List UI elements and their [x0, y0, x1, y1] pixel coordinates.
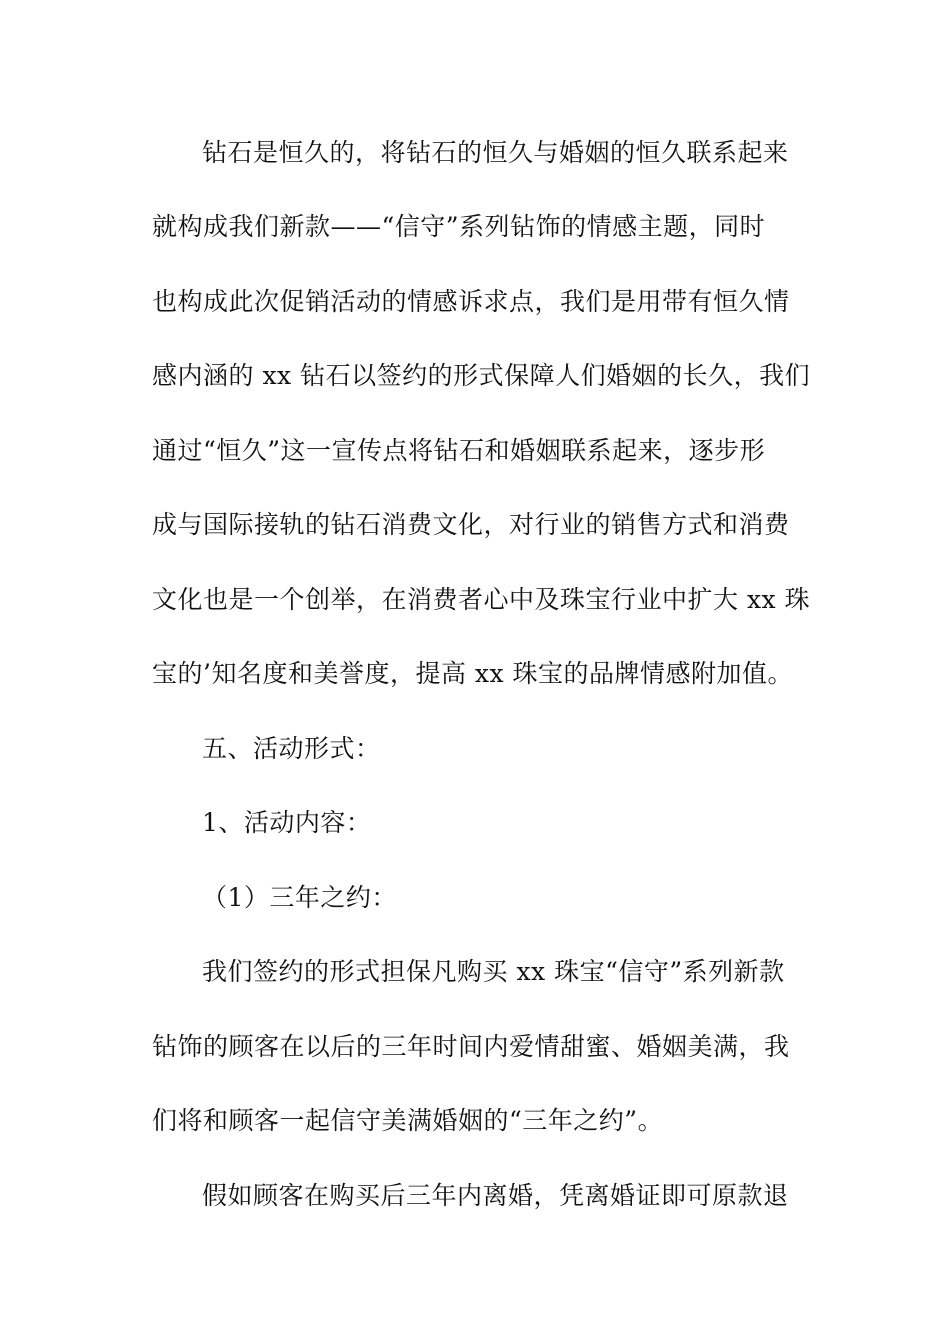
paragraph-line: 文化也是一个创举，在消费者心中及珠宝行业中扩大 xx 珠: [152, 585, 811, 614]
paragraph-line: 感内涵的 xx 钻石以签约的形式保障人们婚姻的长久，我们: [152, 361, 811, 390]
paragraph-line: 也构成此次促销活动的情感诉求点，我们是用带有恒久情: [152, 287, 790, 316]
paragraph-line: 通过“恒久”这一宣传点将钻石和婚姻联系起来，逐步形: [152, 436, 766, 465]
paragraph-line: 假如顾客在购买后三年内离婚，凭离婚证即可原款退: [202, 1181, 789, 1210]
item-heading: （1）三年之约：: [202, 883, 397, 912]
section-heading: 五、活动形式：: [202, 734, 381, 763]
paragraph-line: 宝的’知名度和美誉度，提高 xx 珠宝的品牌情感附加值。: [152, 659, 794, 688]
paragraph-line: 们将和顾客一起信守美满婚姻的“三年之约”。: [152, 1106, 664, 1135]
paragraph-line: 我们签约的形式担保凡购买 xx 珠宝“信守”系列新款: [202, 957, 785, 986]
paragraph-line: 钻饰的顾客在以后的三年时间内爱情甜蜜、婚姻美满，我: [152, 1032, 790, 1061]
subsection-heading: 1、活动内容：: [202, 808, 372, 837]
paragraph-line: 成与国际接轨的钻石消费文化，对行业的销售方式和消费: [152, 510, 790, 539]
paragraph-line: 钻石是恒久的，将钻石的恒久与婚姻的恒久联系起来: [202, 138, 789, 167]
paragraph-line: 就构成我们新款——“信守”系列钻饰的情感主题，同时: [152, 212, 766, 241]
